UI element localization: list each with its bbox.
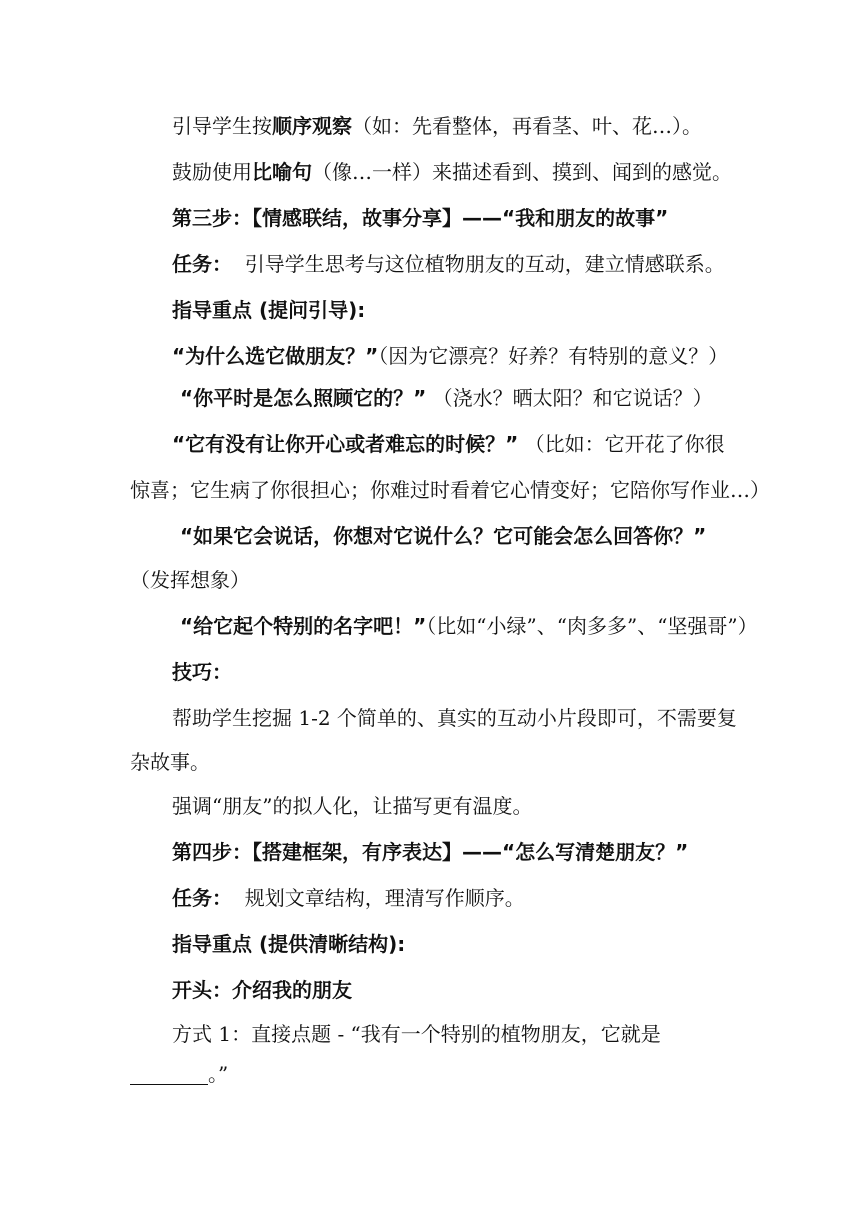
question-how-care: “你平时是怎么照顾它的？” （浇水？晒太阳？和它说话？） [180, 386, 713, 410]
paragraph-simile: 鼓励使用比喻句（像…一样）来描述看到、摸到、闻到的感觉。 [172, 160, 732, 184]
paragraph-tip-2: 强调“朋友”的拟人化，让描写更有温度。 [172, 794, 533, 818]
paragraph-task-4: 任务： 规划文章结构，理清写作顺序。 [172, 886, 525, 910]
question-why-friend: “为什么选它做朋友？”（因为它漂亮？好养？有特别的意义？） [172, 344, 729, 368]
heading-structure: 指导重点 (提供清晰结构): [172, 932, 406, 956]
paragraph-method-1-cont: 。” [0, 1060, 860, 1088]
paragraph-tip-1: 帮助学生挖掘 1-2 个简单的、真实的互动小片段即可，不需要复 [172, 706, 737, 730]
question-memorable-moment-cont: 惊喜；它生病了你很担心；你难过时看着它心情变好；它陪你写作业…） [130, 478, 770, 502]
paragraph-task-3: 任务： 引导学生思考与这位植物朋友的互动，建立情感联系。 [172, 252, 725, 276]
question-if-talk-note: （发挥想象） [130, 568, 250, 592]
paragraph-method-1: 方式 1：直接点题 - “我有一个特别的植物朋友，它就是 [172, 1022, 661, 1046]
heading-step-four: 第四步：【搭建框架，有序表达】——“怎么写清楚朋友？” [172, 840, 689, 864]
paragraph-observe-order: 引导学生按顺序观察（如：先看整体，再看茎、叶、花…）。 [172, 114, 702, 138]
paragraph-tip-1-cont: 杂故事。 [130, 750, 210, 774]
heading-opening: 开头：介绍我的朋友 [172, 978, 352, 1002]
heading-tips: 技巧： [172, 660, 232, 684]
question-memorable-moment: “它有没有让你开心或者难忘的时候？” （比如：它开花了你很 [172, 432, 725, 456]
question-if-talk: “如果它会说话，你想对它说什么？它可能会怎么回答你？” [180, 524, 707, 548]
question-name-it: “给它起个特别的名字吧！”（比如“小绿”、“肉多多”、“坚强哥”） [180, 614, 758, 638]
fill-in-blank [130, 1064, 208, 1085]
heading-step-three: 第三步：【情感联结，故事分享】——“我和朋友的故事” [172, 206, 669, 230]
heading-guide-questions: 指导重点 (提问引导): [172, 298, 366, 322]
